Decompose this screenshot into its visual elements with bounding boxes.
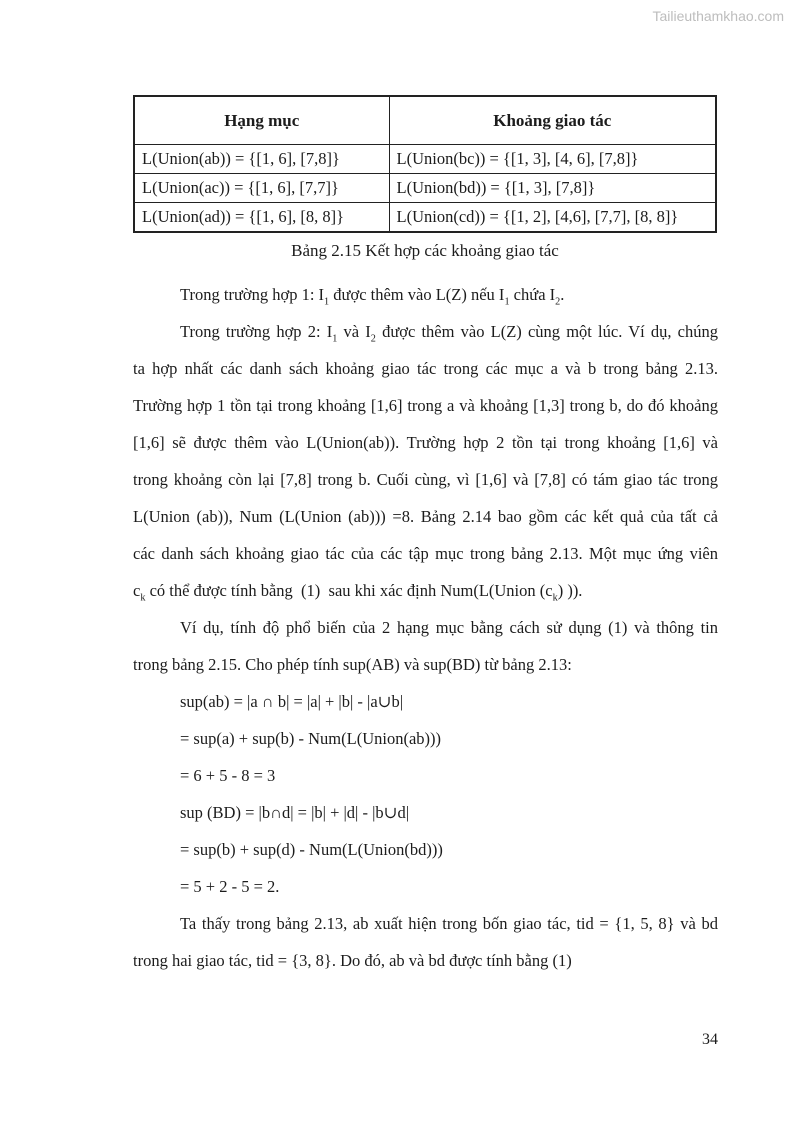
body-line: = sup(a) + sup(b) - Num(L(Union(ab)))	[180, 729, 441, 748]
body-line: = sup(b) + sup(d) - Num(L(Union(bd)))	[180, 840, 443, 859]
body-line: trong khoảng còn lại [7,8] trong b. Cuối cùng, vì [1,6] và [7,8] có tám giao tác trong	[133, 470, 718, 489]
table-header-khoang-giao-tac: Khoảng giao tác	[389, 96, 716, 145]
interval-join-table	[133, 95, 717, 233]
table-cell: L(Union(bd)) = {[1, 3], [7,8]}	[389, 174, 716, 203]
body-text	[133, 276, 718, 979]
body-line: $c_k$ có thể được tính bằng (1) sau khi xác định Num(L(Union $(c_k)$ )).	[133, 581, 583, 604]
body-line: Ví dụ, tính độ phổ biến của 2 hạng mục bằng cách sử dụng (1) và thông tin	[180, 618, 718, 637]
table-row	[134, 203, 716, 233]
table-cell: L(Union(bc)) = {[1, 3], [4, 6], [7,8]}	[389, 145, 716, 174]
table-row	[134, 145, 716, 174]
body-line: Trường hợp 1 tồn tại trong khoảng [1,6] trong a và khoảng [1,3] trong b, do đó khoảng	[133, 396, 718, 415]
body-line: các danh sách khoảng giao tác của các tập mục trong bảng 2.13. Một mục ứng viên	[133, 544, 718, 563]
table-cell: L(Union(ab)) = {[1, 6], [7,8]}	[134, 145, 389, 174]
body-line: trong bảng 2.15. Cho phép tính sup(AB) và sup(BD) từ bảng 2.13:	[133, 655, 572, 674]
table-header-hang-muc: Hạng mục	[134, 96, 389, 145]
body-line: = 6 + 5 - 8 = 3	[180, 766, 276, 785]
table-caption: Bảng 2.15 Kết hợp các khoảng giao tác	[291, 241, 559, 260]
body-line: L(Union (ab)), Num (L(Union (ab))) =8. Bảng 2.14 bao gồm các kết quả của tất cả	[133, 507, 718, 526]
page-number: 34	[702, 1031, 718, 1048]
table-row	[134, 174, 716, 203]
table-header-row	[134, 96, 716, 145]
table-cell: L(Union(cd)) = {[1, 2], [4,6], [7,7], [8, 8]}	[389, 203, 716, 233]
body-line: sup (BD) = |b∩d| = |b| + |d| - |b∪d|	[180, 803, 410, 822]
body-line: ta hợp nhất các danh sách khoảng giao tác trong các mục a và b trong bảng 2.13.	[133, 359, 718, 378]
body-line: = 5 + 2 - 5 = 2.	[180, 877, 280, 896]
table-cell: L(Union(ad)) = {[1, 6], [8, 8]}	[134, 203, 389, 233]
body-line: Trong trường hợp 2: $I_1$ và $I_2$ được thêm vào L(Z) cùng một lúc. Ví dụ, chúng	[180, 322, 718, 345]
watermark-text: Tailieuthamkhao.com	[652, 8, 784, 24]
body-line: trong hai giao tác, tid = {3, 8}. Do đó, ab và bd được tính bằng (1)	[133, 951, 572, 970]
body-line: sup(ab) = |a ∩ b| = |a| + |b| - |a∪b|	[180, 692, 404, 711]
body-line: [1,6] sẽ được thêm vào L(Union(ab)). Trường hợp 2 tồn tại trong khoảng [1,6] và	[133, 433, 718, 452]
table-cell: L(Union(ac)) = {[1, 6], [7,7]}	[134, 174, 389, 203]
body-line: Trong trường hợp 1: $I_1$ được thêm vào L(Z) nếu $I_1$ chứa $I_2$.	[180, 285, 565, 308]
body-line: Ta thấy trong bảng 2.13, ab xuất hiện trong bốn giao tác, tid = {1, 5, 8} và bd	[180, 914, 718, 933]
